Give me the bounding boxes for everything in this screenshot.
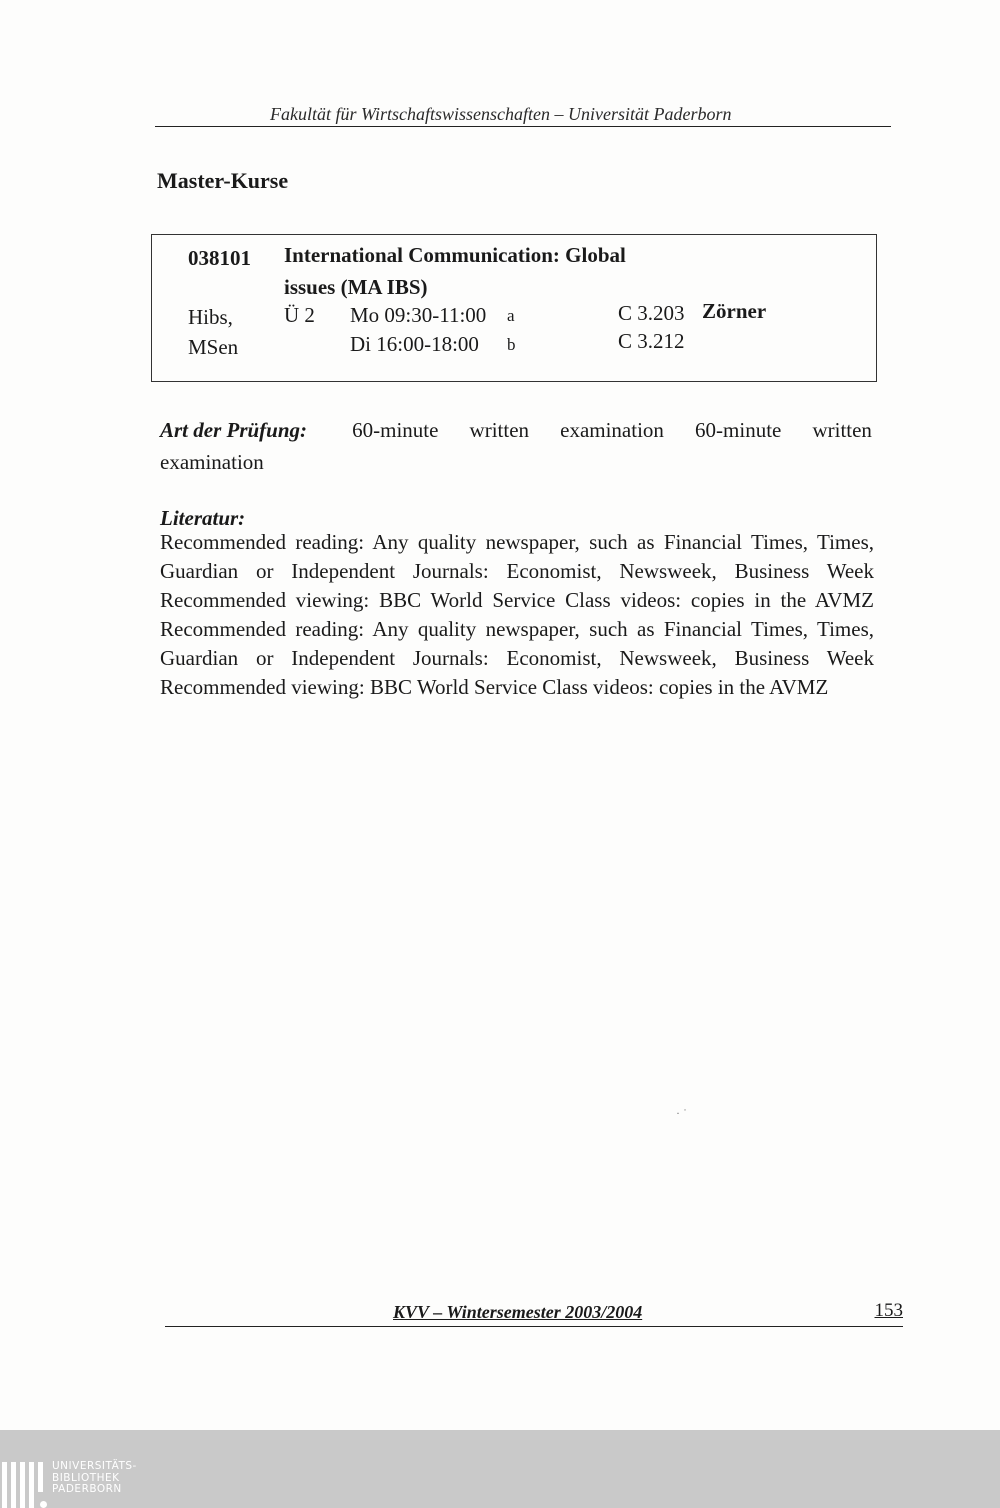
running-header	[155, 100, 891, 127]
library-logo-bars	[2, 1462, 46, 1508]
literature-label: Literatur:	[160, 506, 246, 530]
scan-speck: · ˙	[676, 1106, 687, 1120]
library-watermark-bar	[0, 1430, 1000, 1508]
section-title: Master-Kurse	[157, 168, 289, 193]
exam-paragraph	[160, 414, 872, 478]
session-time-1: Mo 09:30-11:00	[350, 303, 487, 327]
session-room-2: C 3.212	[618, 329, 685, 353]
session-group-1: a	[507, 306, 515, 325]
exam-word: written	[812, 418, 872, 442]
course-number: 038101	[188, 246, 251, 270]
page-number: 153	[874, 1300, 903, 1321]
library-name: UNIVERSITÄTS- BIBLIOTHEK PADERBORN	[52, 1460, 137, 1495]
session-room-1: C 3.203	[618, 301, 685, 325]
footer-text: KVV – Wintersemester 2003/2004	[393, 1302, 643, 1322]
header-text: Fakultät für Wirtschaftswissenschaften – Universität Paderborn	[270, 104, 732, 124]
exam-label: Art der Prüfung:	[160, 418, 308, 442]
running-footer	[165, 1300, 903, 1327]
lecturer-name: Zörner	[702, 299, 767, 323]
course-box	[151, 234, 877, 382]
course-title-line1: International Communication: Global	[284, 243, 626, 267]
exam-word: written	[469, 418, 530, 442]
course-title-line2: issues (MA IBS)	[284, 275, 428, 299]
program-msen: MSen	[188, 335, 239, 359]
exam-word: 60-minute	[695, 418, 782, 442]
session-group-2: b	[507, 335, 516, 354]
session-time-2: Di 16:00-18:00	[350, 332, 479, 356]
exam-word: 60-minute	[352, 418, 439, 442]
exam-word: examination	[160, 450, 264, 474]
literature-text: Recommended reading: Any quality newspaper, such as Financial Times, Times, Guardian or Independent Journals: Economist, Newsweek, Business Week Recommended viewing: BBC World Service Class videos: copies in the AVMZ Recommended reading: Any quality newspaper, such as Financial Times, Times, Guardian or Independent Journals: Economist, Newsweek, Business Week Recommended viewing: BBC World Service Class videos: copies in the AVMZ	[160, 530, 874, 699]
program-hibs: Hibs,	[188, 305, 233, 329]
exam-word: examination	[560, 418, 664, 442]
course-type: Ü 2	[284, 303, 315, 327]
